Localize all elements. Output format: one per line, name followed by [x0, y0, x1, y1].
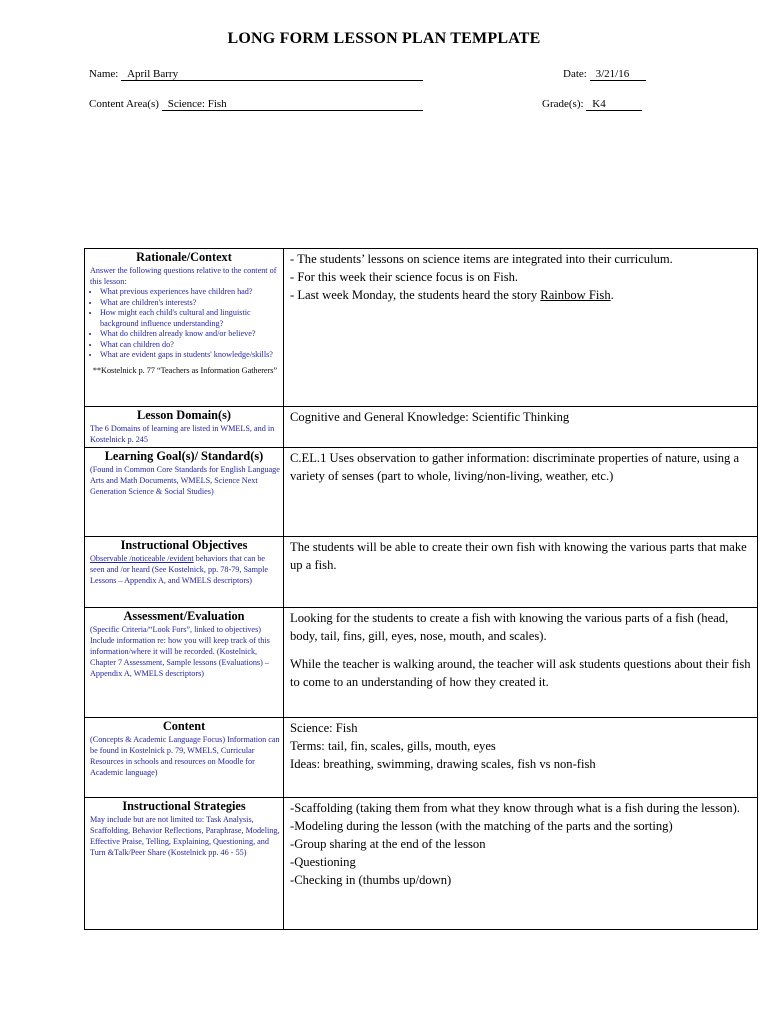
domain-content-cell: [284, 407, 758, 448]
domain-description: The 6 Domains of learning are listed in WMELS, and in Kostelnick p. 245: [90, 424, 275, 444]
date-label: Date:: [563, 68, 587, 80]
strategy-item: -Questioning: [290, 855, 356, 869]
content-area-value: Science: Fish: [162, 98, 423, 111]
rationale-question: • What are evident gaps in students' knowledge/skills?: [100, 350, 280, 361]
goals-heading: Learning Goal(s)/ Standard(s): [104, 449, 264, 463]
objectives-heading: Instructional Objectives: [120, 538, 248, 552]
rationale-line-story: [290, 286, 751, 304]
strategies-heading: Instructional Strategies: [122, 799, 246, 813]
rationale-heading: Rationale/Context: [136, 250, 232, 264]
strategies-row: [85, 798, 758, 930]
document-title: LONG FORM LESSON PLAN TEMPLATE: [227, 30, 541, 47]
goals-label-cell: [85, 448, 284, 537]
name-value: April Barry: [121, 68, 423, 81]
assessment-content-criteria: Looking for the students to create a fish with knowing the various parts of a fish (head, body, tail, fins, gill, eyes, nose, mouth, and scales).: [290, 611, 729, 643]
assessment-heading: Assessment/Evaluation: [123, 609, 245, 623]
assessment-row: [85, 608, 758, 718]
goals-row: [85, 448, 758, 537]
content-label-cell: [85, 718, 284, 798]
rationale-question: • How might each child's cultural and linguistic background influence understanding?: [100, 308, 280, 329]
rationale-line: - For this week their science focus is on Fish.: [290, 270, 519, 284]
domain-label-cell: [85, 407, 284, 448]
objectives-description: [85, 553, 283, 588]
story-title: Rainbow Fish: [540, 288, 611, 302]
name-field: [89, 68, 423, 81]
goals-content: C.EL.1 Uses observation to gather information: discriminate properties of nature, using a variety of senses (part to whole, living/non-living, weather, etc.): [290, 451, 740, 483]
content-area-field: [89, 98, 423, 111]
content-content-cell: [284, 718, 758, 798]
date-field: [563, 68, 646, 81]
content-heading: Content: [162, 719, 206, 733]
grade-label: Grade(s):: [542, 98, 584, 110]
rationale-question: • What can children do?: [100, 340, 280, 351]
rationale-question-list: [90, 287, 280, 361]
domain-heading: Lesson Domain(s): [137, 408, 231, 422]
content-row: [85, 718, 758, 798]
grade-value: K4: [586, 98, 642, 111]
story-suffix: .: [610, 288, 614, 302]
content-line: Terms: tail, fin, scales, gills, mouth, eyes: [290, 739, 496, 753]
goals-content-cell: [284, 448, 758, 537]
lesson-plan-table: [84, 248, 758, 930]
assessment-content-cell: [284, 608, 758, 718]
goals-description: (Found in Common Core Standards for English Language Arts and Math Documents, WMELS, Science Next Generation Science & Social Studies): [90, 465, 280, 496]
rationale-question: • What are children's interests?: [100, 298, 280, 309]
name-label: Name:: [89, 68, 119, 80]
objectives-label-cell: [85, 537, 284, 608]
strategies-description: May include but are not limited to: Task Analysis, Scaffolding, Behavior Reflections, Paraphrase, Modeling, Effective Praise, Telling, Explaining, Questioning, and Turn &Talk/Peer Share (Kostelnick pp. 46 - 55): [90, 815, 280, 857]
rationale-line: - The students’ lessons on science items are integrated into their curriculum.: [290, 252, 673, 266]
objectives-row: [85, 537, 758, 608]
rationale-line: - Last week Monday, the students heard the story: [290, 288, 541, 302]
content-line: Science: Fish: [290, 721, 358, 735]
grade-field: [542, 98, 642, 111]
content-description: (Concepts & Academic Language Focus) Information can be found in Kostelnick p. 79, WMELS, Curricular Resources in schools and resources on Moodle for Academic language): [90, 735, 280, 777]
assessment-content-method: While the teacher is walking around, the teacher will ask students questions about their fish to come to an understanding of how they created it.: [290, 657, 751, 689]
strategy-item: -Modeling during the lesson (with the matching of the parts and the sorting): [290, 819, 673, 833]
rationale-content-cell: [284, 249, 758, 407]
rationale-question: • What previous experiences have children had?: [100, 287, 280, 298]
content-line: Ideas: breathing, swimming, drawing scales, fish vs non-fish: [290, 757, 596, 771]
strategy-item: -Group sharing at the end of the lesson: [290, 837, 486, 851]
objectives-content-cell: [284, 537, 758, 608]
content-area-label: Content Area(s): [89, 98, 159, 110]
assessment-description: (Specific Criteria/“Look Fors”, linked to objectives) Include information re: how you will keep track of this information/where it will be recorded. (Kostelnick, Chapter 7 Assessment, Sample lessons (Evaluations) – Appendix A, WMELS descriptors): [90, 625, 270, 678]
objectives-content: The students will be able to create their own fish with knowing the various parts that make up a fish.: [290, 540, 747, 572]
objectives-desc-text: behaviors that can be seen and /or heard (See Kostelnick, pp. 78-79, Sample Lessons – Appendix A, and WMELS descriptors): [90, 554, 269, 585]
rationale-description: [85, 265, 283, 378]
rationale-row: [85, 249, 758, 407]
rationale-intro: Answer the following questions relative to the content of this lesson:: [90, 266, 277, 286]
rationale-label-cell: [85, 249, 284, 407]
assessment-label-cell: [85, 608, 284, 718]
domain-row: [85, 407, 758, 448]
rationale-question: • What do children already know and/or believe?: [100, 329, 280, 340]
strategy-item: -Checking in (thumbs up/down): [290, 873, 452, 887]
strategies-label-cell: [85, 798, 284, 930]
strategy-item: -Scaffolding (taking them from what they know through what is a fish during the lesson).: [290, 801, 740, 815]
rationale-footnote: **Kostelnick p. 77 “Teachers as Information Gatherers”: [92, 365, 278, 375]
domain-content: Cognitive and General Knowledge: Scientific Thinking: [290, 410, 570, 424]
objectives-desc-underlined: Observable /noticeable /evident: [90, 554, 194, 563]
strategies-content-cell: [284, 798, 758, 930]
date-value: 3/21/16: [590, 68, 646, 81]
